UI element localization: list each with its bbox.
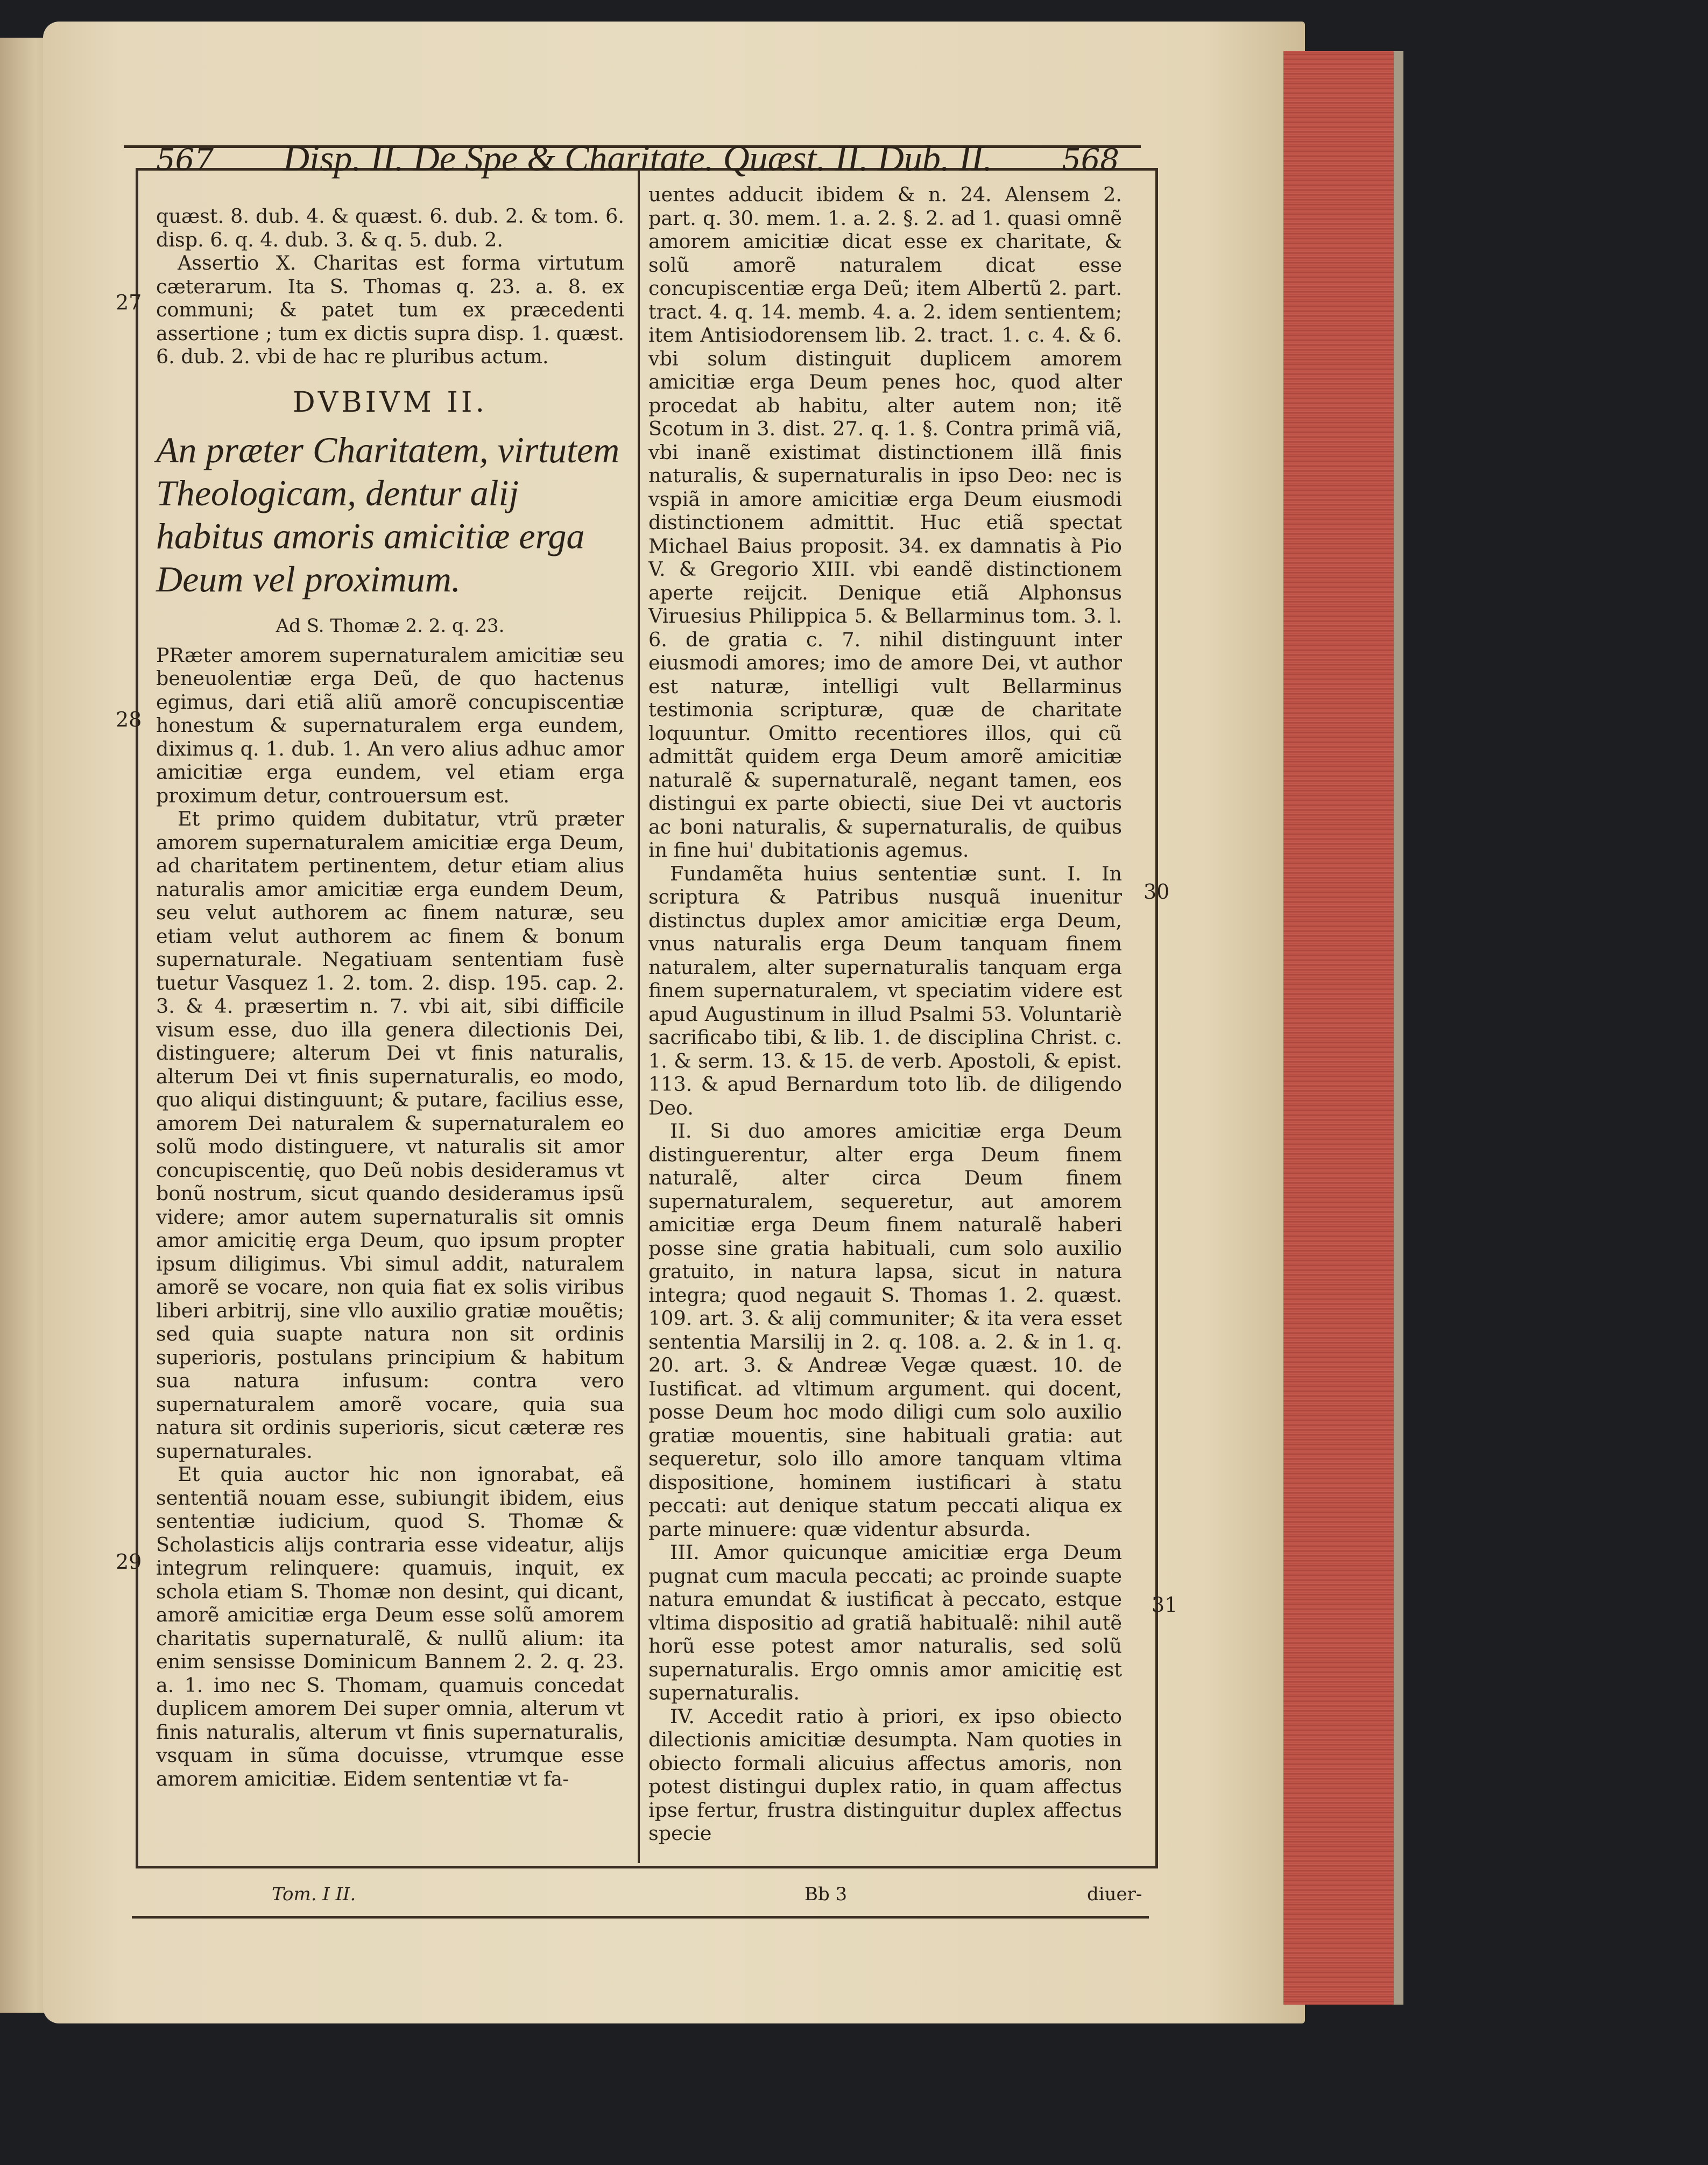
paragraph: Fundamẽta huius sententiæ sunt. I. In scriptura & Patribus nusquã inuenitur distinctus duplex amor amicitiæ erga Deum, vnus naturalis erga Deum tanquam finem naturalem, alter supernaturalis tanquam erga finem supernaturalem, vt speciatim videre est apud Augustinum in illud Psalmi 53. Voluntariè sacrificabo tibi, & lib. 1. de disciplina Christ. c. 1. & serm. 13. & 15. de verb. Apostoli, & epist. 113. & apud Bernardum toto lib. de diligendo Deo. — [648, 862, 1122, 1119]
left-column — [156, 204, 624, 1790]
page-number-right: 568 — [1062, 143, 1119, 178]
page-number-left: 567 — [156, 143, 214, 178]
catchword: diuer- — [1087, 1884, 1142, 1905]
margin-number: 31 — [1152, 1593, 1178, 1617]
margin-number: 29 — [116, 1550, 142, 1574]
footer-rule — [132, 1916, 1149, 1919]
reference-line: Ad S. Thomæ 2. 2. q. 23. — [276, 615, 505, 637]
question-title: An præter Charitatem, virtutem Theologicam, dentur alij habitus amoris amicitiæ erga Deum vel proximum. — [156, 429, 620, 600]
paragraph: III. Amor quicunque amicitiæ erga Deum pugnat cum macula peccati; ac proinde suapte natura emundat & iustificat à peccato, estque vltima dispositio ad gratiã habitualẽ: nihil autẽ horũ esse potest amor naturalis, sed solũ supernaturalis. Ergo omnis amor amicitię est supernaturalis. — [648, 1541, 1122, 1704]
column-divider — [638, 168, 640, 1863]
paragraph: Et primo quidem dubitatur, vtrũ præter amorem supernaturalem amicitiæ erga Deum, ad charitatem pertinentem, detur etiam alius naturalis amor amicitiæ erga eundem Deum, seu velut authorem ac finem naturæ, seu etiam velut authorem ac finem & bonum supernaturale. Negatiuam sententiam fusè tuetur Vasquez 1. 2. tom. 2. disp. 195. cap. 2. 3. & 4. præsertim n. 7. vbi ait, sibi difficile visum esse, duo illa genera dilectionis Dei, distinguere; alterum Dei vt finis naturalis, alterum Dei vt finis supernaturalis, eo modo, quo aliqui distinguunt; & putare, facilius esse, amorem Dei naturalem & supernaturalem eo solũ modo distinguere, vt naturalis sit amor concupiscentię, quo Deũ nobis desideramus vt bonũ nostrum, sicut quando desideramus ipsũ videre; amor autem supernaturalis sit omnis amor amicitię erga Deum, quo ipsum propter ipsum diligimus. Vbi simul addit, naturalem amorẽ se vocare, non quia fiat ex solis viribus liberi arbitrij, sine vllo auxilio gratiæ mouẽtis; sed quia suapte natura non sit ordinis superioris, postulans principium & habitum sua natura infusum: contra vero supernaturalem amorẽ vocare, quia sua natura sit ordinis superioris, sicut cæteræ res supernaturales. — [156, 807, 624, 1463]
paragraph: Et quia auctor hic non ignorabat, eã sententiã nouam esse, subiungit ibidem, eius sententiæ iudicium, quod S. Thomæ & Scholasticis alijs contraria esse videatur, alijs integrum relinquere: quamuis, inquit, ex schola etiam S. Thomæ non desint, qui dicant, amorẽ amicitiæ erga Deum esse solũ amorem charitatis supernaturalẽ, & nullũ alium: ita enim sensisse Dominicum Bannem 2. 2. q. 23. a. 1. imo nec S. Thomam, quamuis concedat duplicem amorem Dei super omnia, alterum vt finis naturalis, alterum vt finis supernaturalis, vsquam in sũma docuisse, vtrumque esse amorem amicitiæ. Eidem sententiæ vt fa- — [156, 1463, 624, 1790]
paragraph: IV. Accedit ratio à priori, ex ipso obiecto dilectionis amicitiæ desumpta. Nam quoties in obiecto formali alicuius affectus amoris, non potest distingui duplex ratio, in quam affectus ipse fertur, frustra distinguitur duplex affectus specie — [648, 1704, 1122, 1845]
running-title: Disp. II. De Spe & Charitate. Quæst. II. Dub. II. — [283, 138, 993, 179]
assertio-paragraph: Assertio X. Charitas est forma virtutum cæterarum. Ita S. Thomas q. 23. a. 8. ex communi; & patet tum ex præcedenti assertione ; tum ex dictis supra disp. 1. quæst. 6. dub. 2. vbi de hac re pluribus actum. — [156, 251, 624, 368]
margin-number: 27 — [116, 291, 142, 314]
dubium-heading: DVBIVM II. — [292, 386, 488, 419]
book-fore-edge — [1283, 51, 1403, 2005]
margin-number: 28 — [116, 708, 142, 731]
margin-number: 30 — [1144, 880, 1170, 904]
paragraph: uentes adducit ibidem & n. 24. Alensem 2. part. q. 30. mem. 1. a. 2. §. 2. ad 1. quasi omnẽ amorem amicitiæ dicat esse ex charitate, & solũ amorẽ naturalem dicat esse concupiscentiæ erga Deũ; item Albertũ 2. part. tract. 4. q. 14. memb. 4. a. 2. idem sentientem; item Antisiodorensem lib. 2. tract. 1. c. 4. & 6. vbi solum distinguit duplicem amorem amicitiæ erga Deum penes hoc, quod alter procedat ab habitu, alter autem non; itẽ Scotum in 3. dist. 27. q. 1. §. Contra primã viã, vbi inanẽ existimat distinctionem illã finis naturalis, & supernaturalis in ipso Deo: nec is vspiã in amore amicitiæ erga Deum eiusmodi distinctionem admittit. Huc etiã spectat Michael Baius proposit. 34. ex damnatis à Pio V. & Gregorio XIII. vbi eandẽ distinctionem aperte reijcit. Denique etiã Alphonsus Viruesius Philippica 5. & Bellarminus tom. 3. l. 6. de gratia c. 7. nihil distinguunt inter eiusmodi amores; imo de amore Dei, vt author est naturæ, intelligi vult Bellarminus testimonia scripturæ, quæ de charitate loquuntur. Omitto recentiores illos, qui cũ admittãt quidem erga Deum amorẽ amicitiæ naturalẽ & supernaturalẽ, negant tamen, eos distingui ex parte obiecti, siue Dei vt auctoris ac boni naturalis, & supernaturalis, de quibus in fine hui' dubitationis agemus. — [648, 183, 1122, 862]
paragraph: PRæter amorem supernaturalem amicitiæ seu beneuolentiæ erga Deũ, de quo hactenus egimus, dari etiã aliũ amorẽ concupiscentiæ honestum & supernaturalem erga eundem, diximus q. 1. dub. 1. An vero alius adhuc amor amicitiæ erga eundem, vel etiam erga proximum detur, controuersum est. — [156, 643, 624, 807]
right-column — [648, 183, 1122, 1845]
signature-mark: Bb 3 — [804, 1884, 848, 1905]
running-head — [156, 138, 1119, 186]
paragraph: II. Si duo amores amicitiæ erga Deum distinguerentur, alter erga Deum finem naturalẽ, alter circa Deum finem supernaturalem, sequeretur, aut amorem amicitiæ erga Deum finem naturalẽ haberi posse sine gratia habituali, cum solo auxilio gratuito, in natura lapsa, sicut in natura integra; quod negauit S. Thomas 1. 2. quæst. 109. art. 3. & alij communiter; & ita vera esset sententia Marsilij in 2. q. 108. a. 2. & in 1. q. 20. art. 3. & Andreæ Vegæ quæst. 10. de Iustificat. ad vltimum argument. qui docent, posse Deum hoc modo diligi cum solo auxilio gratiæ mouentis, sine habituali gratia: aut sequeretur, solo illo amore tanquam vltima dispositione, hominem iustificari à statu peccati: aut denique statum peccati aliqua ex parte minuere: quæ videntur absurda. — [648, 1119, 1122, 1541]
paragraph: quæst. 8. dub. 4. & quæst. 6. dub. 2. & tom. 6. disp. 6. q. 4. dub. 3. & q. 5. dub. 2. — [156, 204, 624, 251]
volume-mark: Tom. I II. — [272, 1884, 356, 1905]
